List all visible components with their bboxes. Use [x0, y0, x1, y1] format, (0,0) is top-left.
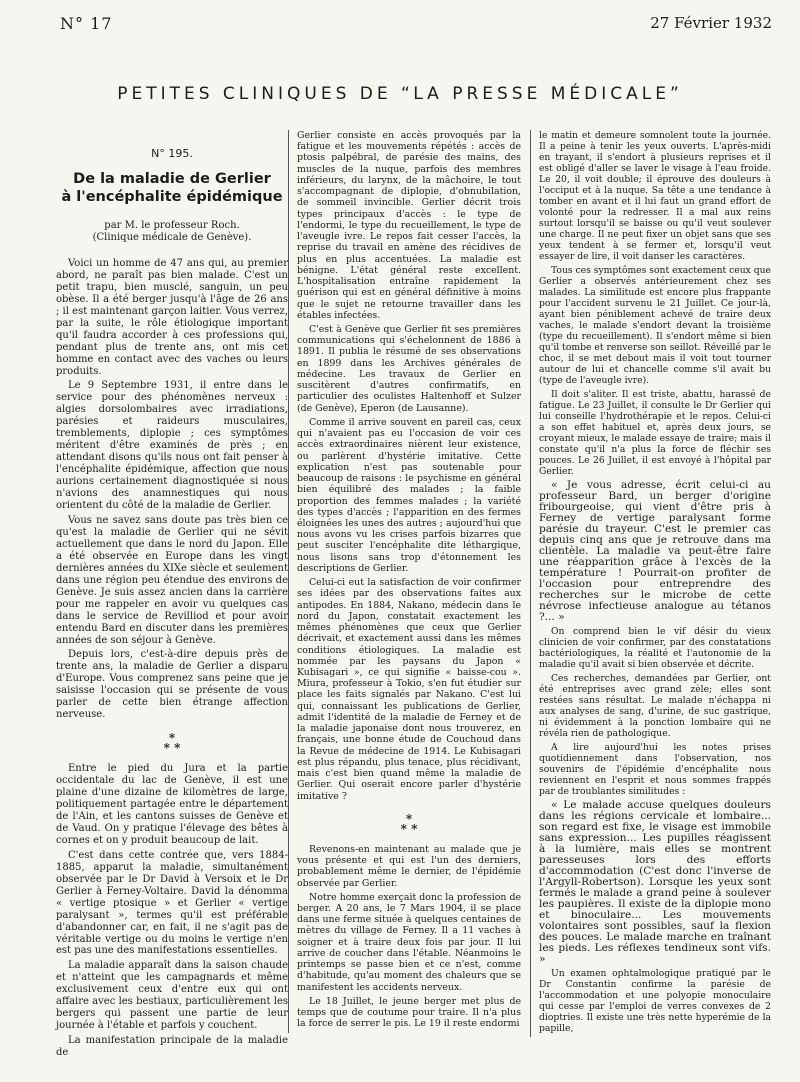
column-2 [288, 130, 521, 1033]
paragraph: Gerlier consiste en accès provoqués par la fatigue et les mouvements répétés : accès de ptosis palpébral, de parésie des mains, des muscles de la nuque, parfois des membres inférieurs, du larynx, de la mâchoire, le tout s'accompagnant de diplopie, d'obnubilation, de sommeil invincible. Gerlier décrit trois types principaux d'accès : le type de l'endormi, le type du recueillement, le type de l'aveugle ivre. Le repos fait cesser l'accès, la reprise du travail en amène des récidives de plus en plus accentuées. La maladie est bénigne. L'état général reste excellent. L'hospitalisation entraîne rapidement la guérison qui est en général définitive à moins que le sujet ne retourne travailler dans les étables infectées. [297, 130, 521, 321]
byline [56, 220, 288, 244]
paragraph: Revenons-en maintenant au malade que je vous présente et qui est l'un des derniers, probablement même le dernier, de l'épidémie observée par Gerlier. [297, 843, 521, 889]
paragraph: Vous ne savez sans doute pas très bien ce qu'est la maladie de Gerlier qui ne sévit actuellement que dans le nord du Japon. Elle a été observée en Europe dans les vingt dernières années du XIXe siècle et seulement dans une région peu étendue des environs de Genève. Je suis assez ancien dans la carrière pour me rappeler en avoir vu quelques cas dans le service de Revilliod et pour avoir entendu Bard en discuter dans les premières années de son séjour à Genève. [56, 514, 288, 646]
quoted-letter: « Je vous adresse, écrit celui-ci au professeur Bard, un berger d'origine fribourgeoise, qui vient d'être pris à Ferney de vertige paralysant forme parésie du trayeur. C'est le premier cas depuis cinq ans que je retrouve dans ma clientèle. La maladie va peut-être faire une réapparition grâce à l'excès de la température ! Pourrait-on profiter de l'occasion pour entreprendre des recherches sur le microbe de cette névrose infectieuse analogue au tétanos ?... » [539, 479, 771, 623]
paragraph: C'est à Genève que Gerlier fit ses premières communications qui s'échelonnent de 1886 à 1891. Il publia le résumé de ses observations en 1899 dans les Archives générales de médecine. Les travaux de Gerlier en suscitèrent d'autres confirmatifs, en particulier des oculistes Haltenhoff et Sulzer (de Genève), Eperon (de Lausanne). [297, 323, 521, 414]
article-title [56, 170, 288, 206]
paragraph: le matin et demeure somnolent toute la journée. Il a peine à tenir les yeux ouverts. L'après-midi en trayant, il s'endort à plusieurs reprises et il est obligé d'aller se laver le visage à l'eau froide. Le 20, il voit double; il éprouve des douleurs à l'occiput et à la nuque. Sa tête a une tendance à tomber en avant et il lui faut un grand effort de volonté pour la redresser. Il a mal aux reins surtout lorsqu'il se baisse ou qu'il veut soulever une charge. Il ne peut fixer un objet sans que ses yeux tendent à se fermer et, lorsqu'il veut essayer de lire, il voit danser les caractères. [539, 130, 771, 262]
issue-number: N° 17 [60, 14, 113, 33]
paragraph: Ces recherches, demandées par Gerlier, ont été entreprises avec grand zèle; elles sont restées sans résultat. Le malade n'échappa ni aux analyses de sang, d'urine, de suc gastrique, ni évidemment à la ponction lombaire qui ne révéla rien de pathologique. [539, 673, 771, 739]
byline-clinic: (Clinique médicale de Genève). [92, 231, 252, 243]
paragraph: Le 9 Septembre 1931, il entre dans le service pour des phénomènes nerveux : algies dorsolombaires avec irradiations, parésies et raideurs musculaires, tremblements, diplopie ; ces symptômes méritent d'être examinés de près ; en attendant disons qu'ils nous ont fait penser à l'encéphalite épidémique, affection que nous aurions certainement diagnostiquée si nous n'avions des anamnestiques qui nous orientent du côté de la maladie de Gerlier. [56, 380, 288, 512]
column-3 [530, 130, 771, 1037]
paragraph: La maladie apparaît dans la saison chaude et n'atteint que les campagnards et même exclusivement ceux d'entre eux qui ont affaire avec les bestiaux, particulièrement les bergers qui passent une partie de leur journée à l'étable et parfois y couchent. [56, 960, 288, 1032]
section-separator: * * * [400, 811, 418, 836]
paragraph: Un examen ophtalmologique pratiqué par le Dr Constantin confirme la parésie de l'accommodation et une polyopie monoculaire qui cesse par l'emploi de verres convexes de 2 dioptries. Il existe une très nette hyperémie de la papille, [539, 968, 771, 1034]
section-title: PETITES CLINIQUES DE “LA PRESSE MÉDICALE” [117, 84, 683, 104]
article-title-line1: De la maladie de Gerlier [73, 170, 271, 187]
paragraph: Comme il arrive souvent en pareil cas, ceux qui n'avaient pas eu l'occasion de voir ces accès extraordinaires nièrent leur existence, ou parlèrent d'hystérie imitative. Cette explication n'est pas soutenable pour beaucoup de raisons : le psychisme en général bien équilibré des malades ; la faible proportion des femmes malades ; la variété des types d'accès ; l'apparition en des fermes éloignées les unes des autres ; aujourd'hui que nous avons vu les crises parfois bizarres que peut susciter l'encéphalite dite léthargique, nous lisons sans trop d'étonnement les descriptions de Gerlier. [297, 416, 521, 574]
paragraph: C'est dans cette contrée que, vers 1884-1885, apparut la maladie, simultanément observée par le Dr David à Versoix et le Dr Gerlier à Ferney-Voltaire. David la dénomma « vertige ptosique » et Gerlier « vertige paralysant », termes qu'il est préférable d'abandonner car, en fait, il ne s'agit pas de véritable vertige ou du moins le vertige n'en est pas une des manifestations essentielles. [56, 849, 288, 957]
article-title-line2: à l'encéphalite épidémique [61, 188, 283, 205]
issue-date: 27 Février 1932 [650, 14, 772, 32]
paragraph: Notre homme exerçait donc la profession de berger. A 20 ans, le 7 Mars 1904, il se place dans une ferme située à quelques centaines de mètres du village de Ferney. Il a 11 vaches à soigner et à traire deux fois par jour. Il lui arrive de coucher dans l'étable. Néanmoins le printemps se passe bien et ce n'est, comme d'habitude, qu'au moment des chaleurs que se manifestent les accidents nerveux. [297, 891, 521, 993]
column-1 [56, 130, 288, 1062]
article-number: N° 195. [151, 147, 193, 160]
paragraph: On comprend bien le vif désir du vieux clinicien de voir confirmer, par des constatations bactériologiques, la réalité et l'autonomie de la maladie qu'il avait si bien observée et décrite. [539, 626, 771, 670]
paragraph: A lire aujourd'hui les notes prises quotidiennement dans l'observation, nos souvenirs de l'épidémie d'encéphalite nous reviennent en l'esprit et nous sommes frappés par de troublantes similitudes : [539, 742, 771, 797]
quoted-observation: « Le malade accuse quelques douleurs dans les régions cervicale et lombaire... son regard est fixe, le visage est immobile sans expression... Les pupilles réagissent à la lumière, mais elles se montrent paresseuses lors des efforts d'accommodation (C'est donc l'inverse de l'Argyll-Robertson). Lorsque les yeux sont fermés le malade a grand peine à soulever les paupières. Il existe de la diplopie mono et binoculaire... Les mouvements volontaires sont possibles, sauf la flexion des pouces. Le malade marche en traînant les pieds. Les réflexes tendineux sont vifs. » [539, 799, 771, 965]
paragraph: Celui-ci eut la satisfaction de voir confirmer ses idées par des observations faites aux antipodes. En 1884, Nakano, médecin dans le nord du Japon, constatait exactement les mêmes phénomènes que ceux que Gerlier décrivait, et exactement aussi dans les mêmes conditions étiologiques. La maladie est nommée par les paysans du Japon « Kubisagari », ce qui signifie « baisse-cou ». Miura, professeur à Tokio, s'en fut étudier sur place les faits signalés par Nakano. C'est lui qui, connaissant les publications de Gerlier, admit l'identité de la maladie de Ferney et de la maladie japonaise dont nous trouverez, en français, une bonne étude de Couchoud dans la Revue de médecine de 1914. Le Kubisagari est plus répandu, plus tenace, plus récidivant, mais c'est bien quand même la maladie de Gerlier. Qui oserait encore parler d'hystérie imitative ? [297, 577, 521, 802]
paragraph: Voici un homme de 47 ans qui, au premier abord, ne paraît pas bien malade. C'est un petit trapu, bien musclé, sanguin, un peu obèse. Il a été berger jusqu'à l'âge de 26 ans ; il est maintenant garçon laitier. Vous verrez, par la suite, le rôle étiologique important qu'il faudra accorder à ces professions qui, pendant plus de trente ans, ont mis cet homme en contact avec des vaches ou leurs produits. [56, 257, 288, 377]
paragraph: La manifestation principale de la maladie de [56, 1035, 288, 1059]
paragraph: Il doit s'aliter. Il est triste, abattu, harassé de fatigue. Le 23 Juillet, il consulte le Dr Gerlier qui lui conseille l'hydrothérapie et le repos. Celui-ci a son effet habituel et, après deux jours, se croyant mieux, le malade essaye de traire; mais il constate qu'il n'a plus la force de fléchir ses pouces. Le 26 Juillet, il est envoyé à l'hôpital par Gerlier. [539, 389, 771, 477]
section-separator: * * * [163, 731, 181, 756]
paragraph: Depuis lors, c'est-à-dire depuis près de trente ans, la maladie de Gerlier a disparu d'Europe. Vous comprenez sans peine que je saisisse l'occasion qui se présente de vous parler de cette bien étrange affection nerveuse. [56, 649, 288, 721]
paragraph: Le 18 Juillet, le jeune berger met plus de temps que de coutume pour traire. Il n'a plus la force de serrer le pis. Le 19 il reste endormi [297, 995, 521, 1030]
paragraph: Entre le pied du Jura et la partie occidentale du lac de Genève, il est une plaine d'une dizaine de kilomètres de large, politiquement partagée entre le département de l'Ain, et les cantons suisses de Genève et de Vaud. On y pratique l'élevage des bêtes à cornes et on y produit beaucoup de lait. [56, 763, 288, 846]
paragraph: Tous ces symptômes sont exactement ceux que Gerlier a observés antérieurement chez ses malades. La similitude est encore plus frappante pour l'accident survenu le 21 Juillet. Ce jour-là, ayant bien péniblement achevé de traire deux vaches, le malade s'endort devant la troisième (type du recueillement). Il s'endort même si bien qu'il tombe et renverse son seillot. Réveillé par le choc, il se met debout mais il voit tout tourner autour de lui et chancelle comme s'il avait bu (type de l'aveugle ivre). [539, 265, 771, 386]
byline-author: par M. le professeur Roch. [104, 219, 240, 231]
